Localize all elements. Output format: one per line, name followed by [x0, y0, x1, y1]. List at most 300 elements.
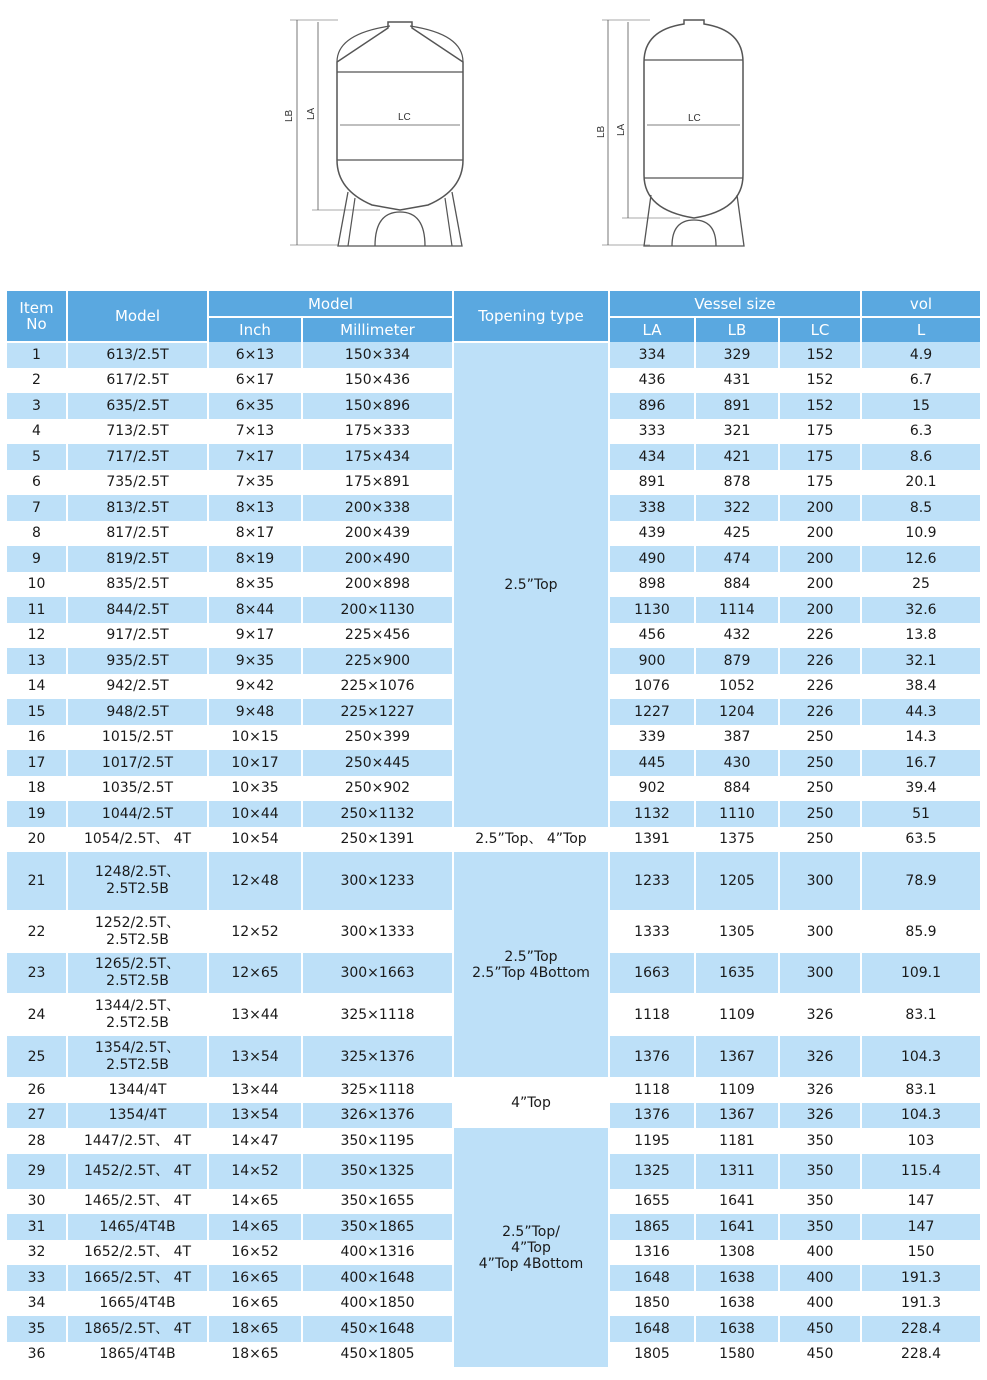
lc-cell: 450 — [779, 1342, 861, 1368]
lc-cell: 200 — [779, 597, 861, 623]
lb-cell: 432 — [695, 623, 779, 649]
lc-cell: 175 — [779, 444, 861, 470]
model-cell: 942/2.5T — [67, 674, 208, 700]
lc-cell: 226 — [779, 623, 861, 649]
la-cell: 1130 — [609, 597, 695, 623]
item-no-cell: 32 — [7, 1240, 67, 1266]
lb-cell: 1580 — [695, 1342, 779, 1368]
millimeter-cell: 175×891 — [302, 470, 453, 496]
la-cell: 456 — [609, 623, 695, 649]
lc-cell: 400 — [779, 1265, 861, 1291]
la-cell: 338 — [609, 495, 695, 521]
header-model: Model — [67, 291, 208, 342]
millimeter-cell: 225×1227 — [302, 699, 453, 725]
lc-cell: 250 — [779, 801, 861, 827]
model-cell: 1652/2.5T、 4T — [67, 1240, 208, 1266]
item-no-cell: 13 — [7, 648, 67, 674]
lb-cell: 1367 — [695, 1036, 779, 1077]
lb-cell: 430 — [695, 750, 779, 776]
lc-cell: 152 — [779, 368, 861, 394]
lc-cell: 250 — [779, 776, 861, 802]
model-cell: 1015/2.5T — [67, 725, 208, 751]
topening-type-line: 4”Top — [511, 1239, 551, 1256]
lb-cell: 884 — [695, 572, 779, 598]
diagram-right-lc-label: LC — [688, 113, 701, 124]
vol-cell: 4.9 — [861, 342, 980, 368]
millimeter-cell: 200×439 — [302, 521, 453, 547]
item-no-cell: 35 — [7, 1316, 67, 1342]
vessel-diagram-left — [290, 20, 463, 246]
la-cell: 900 — [609, 648, 695, 674]
item-no-cell: 18 — [7, 776, 67, 802]
millimeter-cell: 300×1233 — [302, 852, 453, 910]
millimeter-cell: 400×1850 — [302, 1291, 453, 1317]
model-cell: 935/2.5T — [67, 648, 208, 674]
model-cell: 1665/4T4B — [67, 1291, 208, 1317]
item-no-cell: 36 — [7, 1342, 67, 1368]
inch-cell: 16×52 — [208, 1240, 302, 1266]
lb-cell: 1114 — [695, 597, 779, 623]
lc-cell: 250 — [779, 725, 861, 751]
millimeter-cell: 300×1333 — [302, 910, 453, 953]
inch-cell: 13×44 — [208, 1077, 302, 1103]
vol-cell: 150 — [861, 1240, 980, 1266]
item-no-cell: 7 — [7, 495, 67, 521]
topening-type-line: 2.5”Top/ — [502, 1223, 560, 1240]
vol-cell: 32.6 — [861, 597, 980, 623]
topening-type-line: 4”Top 4Bottom — [478, 1255, 584, 1272]
item-no-cell: 33 — [7, 1265, 67, 1291]
header-la: LA — [609, 317, 695, 342]
lb-cell: 1641 — [695, 1189, 779, 1215]
header-inch: Inch — [208, 317, 302, 342]
lb-cell: 878 — [695, 470, 779, 496]
vol-cell: 12.6 — [861, 546, 980, 572]
model-cell: 1035/2.5T — [67, 776, 208, 802]
millimeter-cell: 250×1132 — [302, 801, 453, 827]
la-cell: 896 — [609, 393, 695, 419]
header-lb: LB — [695, 317, 779, 342]
diagram-left-lb-label: LB — [284, 109, 295, 122]
lb-cell: 1109 — [695, 993, 779, 1036]
lc-cell: 350 — [779, 1128, 861, 1154]
lc-cell: 250 — [779, 827, 861, 853]
lb-cell: 1052 — [695, 674, 779, 700]
la-cell: 1648 — [609, 1265, 695, 1291]
item-no-cell: 6 — [7, 470, 67, 496]
la-cell: 898 — [609, 572, 695, 598]
lc-cell: 226 — [779, 699, 861, 725]
inch-cell: 14×52 — [208, 1154, 302, 1189]
vol-cell: 83.1 — [861, 1077, 980, 1103]
item-no-cell: 15 — [7, 699, 67, 725]
vol-cell: 115.4 — [861, 1154, 980, 1189]
diagram-right-lb-label: LB — [596, 125, 607, 138]
table-row — [7, 1128, 980, 1154]
lc-cell: 152 — [779, 342, 861, 368]
la-cell: 1325 — [609, 1154, 695, 1189]
model-cell: 1354/4T — [67, 1103, 208, 1129]
vol-cell: 104.3 — [861, 1036, 980, 1077]
inch-cell: 14×65 — [208, 1214, 302, 1240]
model-cell: 617/2.5T — [67, 368, 208, 394]
vol-cell: 25 — [861, 572, 980, 598]
table-row — [7, 1077, 980, 1103]
lb-cell: 329 — [695, 342, 779, 368]
lb-cell: 1305 — [695, 910, 779, 953]
vol-cell: 85.9 — [861, 910, 980, 953]
la-cell: 1195 — [609, 1128, 695, 1154]
item-no-cell: 5 — [7, 444, 67, 470]
model-cell: 1344/4T — [67, 1077, 208, 1103]
la-cell: 1233 — [609, 852, 695, 910]
item-no-cell: 23 — [7, 953, 67, 993]
la-cell: 1333 — [609, 910, 695, 953]
lb-cell: 1110 — [695, 801, 779, 827]
header-item-no: Item No — [7, 291, 67, 342]
inch-cell: 9×48 — [208, 699, 302, 725]
millimeter-cell: 326×1376 — [302, 1103, 453, 1129]
la-cell: 1850 — [609, 1291, 695, 1317]
lc-cell: 300 — [779, 910, 861, 953]
lb-cell: 425 — [695, 521, 779, 547]
model-cell: 817/2.5T — [67, 521, 208, 547]
la-cell: 1655 — [609, 1189, 695, 1215]
item-no-cell: 10 — [7, 572, 67, 598]
header-vol: vol — [861, 291, 980, 317]
la-cell: 1648 — [609, 1316, 695, 1342]
vol-cell: 8.5 — [861, 495, 980, 521]
model-cell: 713/2.5T — [67, 419, 208, 445]
vol-cell: 6.7 — [861, 368, 980, 394]
vol-cell: 20.1 — [861, 470, 980, 496]
inch-cell: 8×44 — [208, 597, 302, 623]
lc-cell: 175 — [779, 419, 861, 445]
inch-cell: 10×15 — [208, 725, 302, 751]
vol-cell: 10.9 — [861, 521, 980, 547]
vol-cell: 44.3 — [861, 699, 980, 725]
lb-cell: 1641 — [695, 1214, 779, 1240]
item-no-cell: 2 — [7, 368, 67, 394]
lc-cell: 350 — [779, 1189, 861, 1215]
inch-cell: 9×35 — [208, 648, 302, 674]
millimeter-cell: 175×333 — [302, 419, 453, 445]
inch-cell: 8×17 — [208, 521, 302, 547]
vol-cell: 14.3 — [861, 725, 980, 751]
item-no-cell: 34 — [7, 1291, 67, 1317]
vol-cell: 104.3 — [861, 1103, 980, 1129]
topening-type-cell — [453, 827, 609, 853]
vol-cell: 147 — [861, 1214, 980, 1240]
millimeter-cell: 200×490 — [302, 546, 453, 572]
diagram-right-la-label: LA — [616, 123, 627, 136]
lb-cell: 1205 — [695, 852, 779, 910]
vol-cell: 39.4 — [861, 776, 980, 802]
item-no-cell: 30 — [7, 1189, 67, 1215]
lb-cell: 421 — [695, 444, 779, 470]
lc-cell: 400 — [779, 1291, 861, 1317]
model-cell: 1452/2.5T、 4T — [67, 1154, 208, 1189]
la-cell: 1391 — [609, 827, 695, 853]
lc-cell: 326 — [779, 1036, 861, 1077]
vol-cell: 16.7 — [861, 750, 980, 776]
table-row — [7, 342, 980, 368]
model-cell: 1465/4T4B — [67, 1214, 208, 1240]
inch-cell: 8×35 — [208, 572, 302, 598]
table-row — [7, 827, 980, 853]
la-cell: 1865 — [609, 1214, 695, 1240]
lb-cell: 1367 — [695, 1103, 779, 1129]
vol-cell: 38.4 — [861, 674, 980, 700]
vol-cell: 13.8 — [861, 623, 980, 649]
la-cell: 490 — [609, 546, 695, 572]
inch-cell: 16×65 — [208, 1265, 302, 1291]
item-no-cell: 29 — [7, 1154, 67, 1189]
lc-cell: 226 — [779, 648, 861, 674]
la-cell: 902 — [609, 776, 695, 802]
la-cell: 1805 — [609, 1342, 695, 1368]
model-cell: 1054/2.5T、 4T — [67, 827, 208, 853]
model-cell: 1017/2.5T — [67, 750, 208, 776]
header-vessel-size: Vessel size — [609, 291, 861, 317]
lb-cell: 1638 — [695, 1265, 779, 1291]
inch-cell: 6×13 — [208, 342, 302, 368]
millimeter-cell: 150×436 — [302, 368, 453, 394]
lb-cell: 1204 — [695, 699, 779, 725]
la-cell: 434 — [609, 444, 695, 470]
header-vol-unit: L — [861, 317, 980, 342]
model-cell: 1865/2.5T、 4T — [67, 1316, 208, 1342]
topening-type-cell — [453, 1077, 609, 1128]
lb-cell: 387 — [695, 725, 779, 751]
inch-cell: 7×35 — [208, 470, 302, 496]
millimeter-cell: 250×399 — [302, 725, 453, 751]
lc-cell: 152 — [779, 393, 861, 419]
la-cell: 1118 — [609, 1077, 695, 1103]
la-cell: 891 — [609, 470, 695, 496]
inch-cell: 6×35 — [208, 393, 302, 419]
millimeter-cell: 450×1805 — [302, 1342, 453, 1368]
la-cell: 1376 — [609, 1036, 695, 1077]
millimeter-cell: 325×1118 — [302, 993, 453, 1036]
la-cell: 445 — [609, 750, 695, 776]
lc-cell: 300 — [779, 953, 861, 993]
topening-type-line: 4”Top — [511, 1094, 551, 1111]
millimeter-cell: 200×1130 — [302, 597, 453, 623]
lc-cell: 450 — [779, 1316, 861, 1342]
lc-cell: 326 — [779, 1077, 861, 1103]
model-cell: 717/2.5T — [67, 444, 208, 470]
table-row — [7, 852, 980, 910]
millimeter-cell: 325×1118 — [302, 1077, 453, 1103]
inch-cell: 14×47 — [208, 1128, 302, 1154]
lb-cell: 321 — [695, 419, 779, 445]
header-model-group: Model — [208, 291, 453, 317]
millimeter-cell: 200×898 — [302, 572, 453, 598]
table-body — [7, 342, 980, 1367]
vol-cell: 63.5 — [861, 827, 980, 853]
item-no-cell: 12 — [7, 623, 67, 649]
inch-cell: 12×52 — [208, 910, 302, 953]
inch-cell: 12×65 — [208, 953, 302, 993]
lc-cell: 250 — [779, 750, 861, 776]
millimeter-cell: 300×1663 — [302, 953, 453, 993]
model-cell: 1265/2.5T、 2.5T2.5B — [67, 953, 208, 993]
diagram-left-lc-label: LC — [398, 112, 411, 123]
topening-type-cell — [453, 1128, 609, 1367]
model-cell: 819/2.5T — [67, 546, 208, 572]
millimeter-cell: 400×1648 — [302, 1265, 453, 1291]
lb-cell: 1635 — [695, 953, 779, 993]
model-cell: 835/2.5T — [67, 572, 208, 598]
item-no-cell: 4 — [7, 419, 67, 445]
millimeter-cell: 350×1195 — [302, 1128, 453, 1154]
item-no-cell: 17 — [7, 750, 67, 776]
model-cell: 948/2.5T — [67, 699, 208, 725]
header-topening-type: Topening type — [453, 291, 609, 342]
millimeter-cell: 250×902 — [302, 776, 453, 802]
lb-cell: 891 — [695, 393, 779, 419]
lb-cell: 1638 — [695, 1291, 779, 1317]
vol-cell: 191.3 — [861, 1265, 980, 1291]
lb-cell: 322 — [695, 495, 779, 521]
vol-cell: 103 — [861, 1128, 980, 1154]
lc-cell: 200 — [779, 521, 861, 547]
inch-cell: 13×44 — [208, 993, 302, 1036]
la-cell: 1118 — [609, 993, 695, 1036]
inch-cell: 9×42 — [208, 674, 302, 700]
la-cell: 339 — [609, 725, 695, 751]
topening-type-cell — [453, 342, 609, 827]
inch-cell: 10×17 — [208, 750, 302, 776]
inch-cell: 16×65 — [208, 1291, 302, 1317]
millimeter-cell: 175×434 — [302, 444, 453, 470]
lc-cell: 350 — [779, 1154, 861, 1189]
model-cell: 1665/2.5T、 4T — [67, 1265, 208, 1291]
lc-cell: 400 — [779, 1240, 861, 1266]
lc-cell: 226 — [779, 674, 861, 700]
inch-cell: 10×44 — [208, 801, 302, 827]
model-cell: 1865/4T4B — [67, 1342, 208, 1368]
lc-cell: 200 — [779, 572, 861, 598]
item-no-cell: 14 — [7, 674, 67, 700]
inch-cell: 7×13 — [208, 419, 302, 445]
inch-cell: 18×65 — [208, 1316, 302, 1342]
topening-type-line: 2.5”Top 4Bottom — [472, 964, 590, 981]
millimeter-cell: 250×1391 — [302, 827, 453, 853]
item-no-cell: 25 — [7, 1036, 67, 1077]
inch-cell: 8×13 — [208, 495, 302, 521]
vol-cell: 6.3 — [861, 419, 980, 445]
lc-cell: 200 — [779, 546, 861, 572]
lb-cell: 1181 — [695, 1128, 779, 1154]
inch-cell: 12×48 — [208, 852, 302, 910]
item-no-cell: 11 — [7, 597, 67, 623]
la-cell: 436 — [609, 368, 695, 394]
lb-cell: 1375 — [695, 827, 779, 853]
item-no-cell: 27 — [7, 1103, 67, 1129]
item-no-cell: 28 — [7, 1128, 67, 1154]
millimeter-cell: 150×896 — [302, 393, 453, 419]
model-cell: 1447/2.5T、 4T — [67, 1128, 208, 1154]
la-cell: 333 — [609, 419, 695, 445]
millimeter-cell: 400×1316 — [302, 1240, 453, 1266]
item-no-cell: 26 — [7, 1077, 67, 1103]
model-cell: 813/2.5T — [67, 495, 208, 521]
lc-cell: 200 — [779, 495, 861, 521]
vol-cell: 32.1 — [861, 648, 980, 674]
la-cell: 1663 — [609, 953, 695, 993]
topening-type-cell — [453, 852, 609, 1077]
topening-type-line: 2.5”Top、 4”Top — [475, 831, 587, 848]
lb-cell: 884 — [695, 776, 779, 802]
item-no-cell: 31 — [7, 1214, 67, 1240]
model-cell: 613/2.5T — [67, 342, 208, 368]
vol-cell: 78.9 — [861, 852, 980, 910]
vol-cell: 228.4 — [861, 1342, 980, 1368]
item-no-cell: 3 — [7, 393, 67, 419]
item-no-cell: 21 — [7, 852, 67, 910]
millimeter-cell: 450×1648 — [302, 1316, 453, 1342]
millimeter-cell: 250×445 — [302, 750, 453, 776]
vol-cell: 8.6 — [861, 444, 980, 470]
model-cell: 735/2.5T — [67, 470, 208, 496]
model-cell: 1044/2.5T — [67, 801, 208, 827]
millimeter-cell: 200×338 — [302, 495, 453, 521]
vessel-diagrams — [0, 0, 987, 280]
la-cell: 334 — [609, 342, 695, 368]
model-cell: 844/2.5T — [67, 597, 208, 623]
inch-cell: 10×35 — [208, 776, 302, 802]
millimeter-cell: 225×456 — [302, 623, 453, 649]
item-no-cell: 8 — [7, 521, 67, 547]
item-no-cell: 1 — [7, 342, 67, 368]
la-cell: 439 — [609, 521, 695, 547]
millimeter-cell: 225×900 — [302, 648, 453, 674]
item-no-cell: 16 — [7, 725, 67, 751]
vol-cell: 147 — [861, 1189, 980, 1215]
inch-cell: 18×65 — [208, 1342, 302, 1368]
inch-cell: 6×17 — [208, 368, 302, 394]
lb-cell: 1638 — [695, 1316, 779, 1342]
millimeter-cell: 325×1376 — [302, 1036, 453, 1077]
inch-cell: 7×17 — [208, 444, 302, 470]
model-cell: 635/2.5T — [67, 393, 208, 419]
header-lc: LC — [779, 317, 861, 342]
inch-cell: 13×54 — [208, 1103, 302, 1129]
item-no-cell: 20 — [7, 827, 67, 853]
la-cell: 1076 — [609, 674, 695, 700]
inch-cell: 9×17 — [208, 623, 302, 649]
lc-cell: 326 — [779, 1103, 861, 1129]
model-cell: 917/2.5T — [67, 623, 208, 649]
vol-cell: 228.4 — [861, 1316, 980, 1342]
la-cell: 1227 — [609, 699, 695, 725]
la-cell: 1316 — [609, 1240, 695, 1266]
vol-cell: 15 — [861, 393, 980, 419]
lb-cell: 1311 — [695, 1154, 779, 1189]
millimeter-cell: 225×1076 — [302, 674, 453, 700]
topening-type-line: 2.5”Top — [504, 576, 558, 593]
la-cell: 1132 — [609, 801, 695, 827]
model-cell: 1344/2.5T、 2.5T2.5B — [67, 993, 208, 1036]
vessel-spec-table — [7, 291, 980, 1367]
inch-cell: 8×19 — [208, 546, 302, 572]
millimeter-cell: 350×1655 — [302, 1189, 453, 1215]
inch-cell: 14×65 — [208, 1189, 302, 1215]
millimeter-cell: 350×1865 — [302, 1214, 453, 1240]
lc-cell: 326 — [779, 993, 861, 1036]
